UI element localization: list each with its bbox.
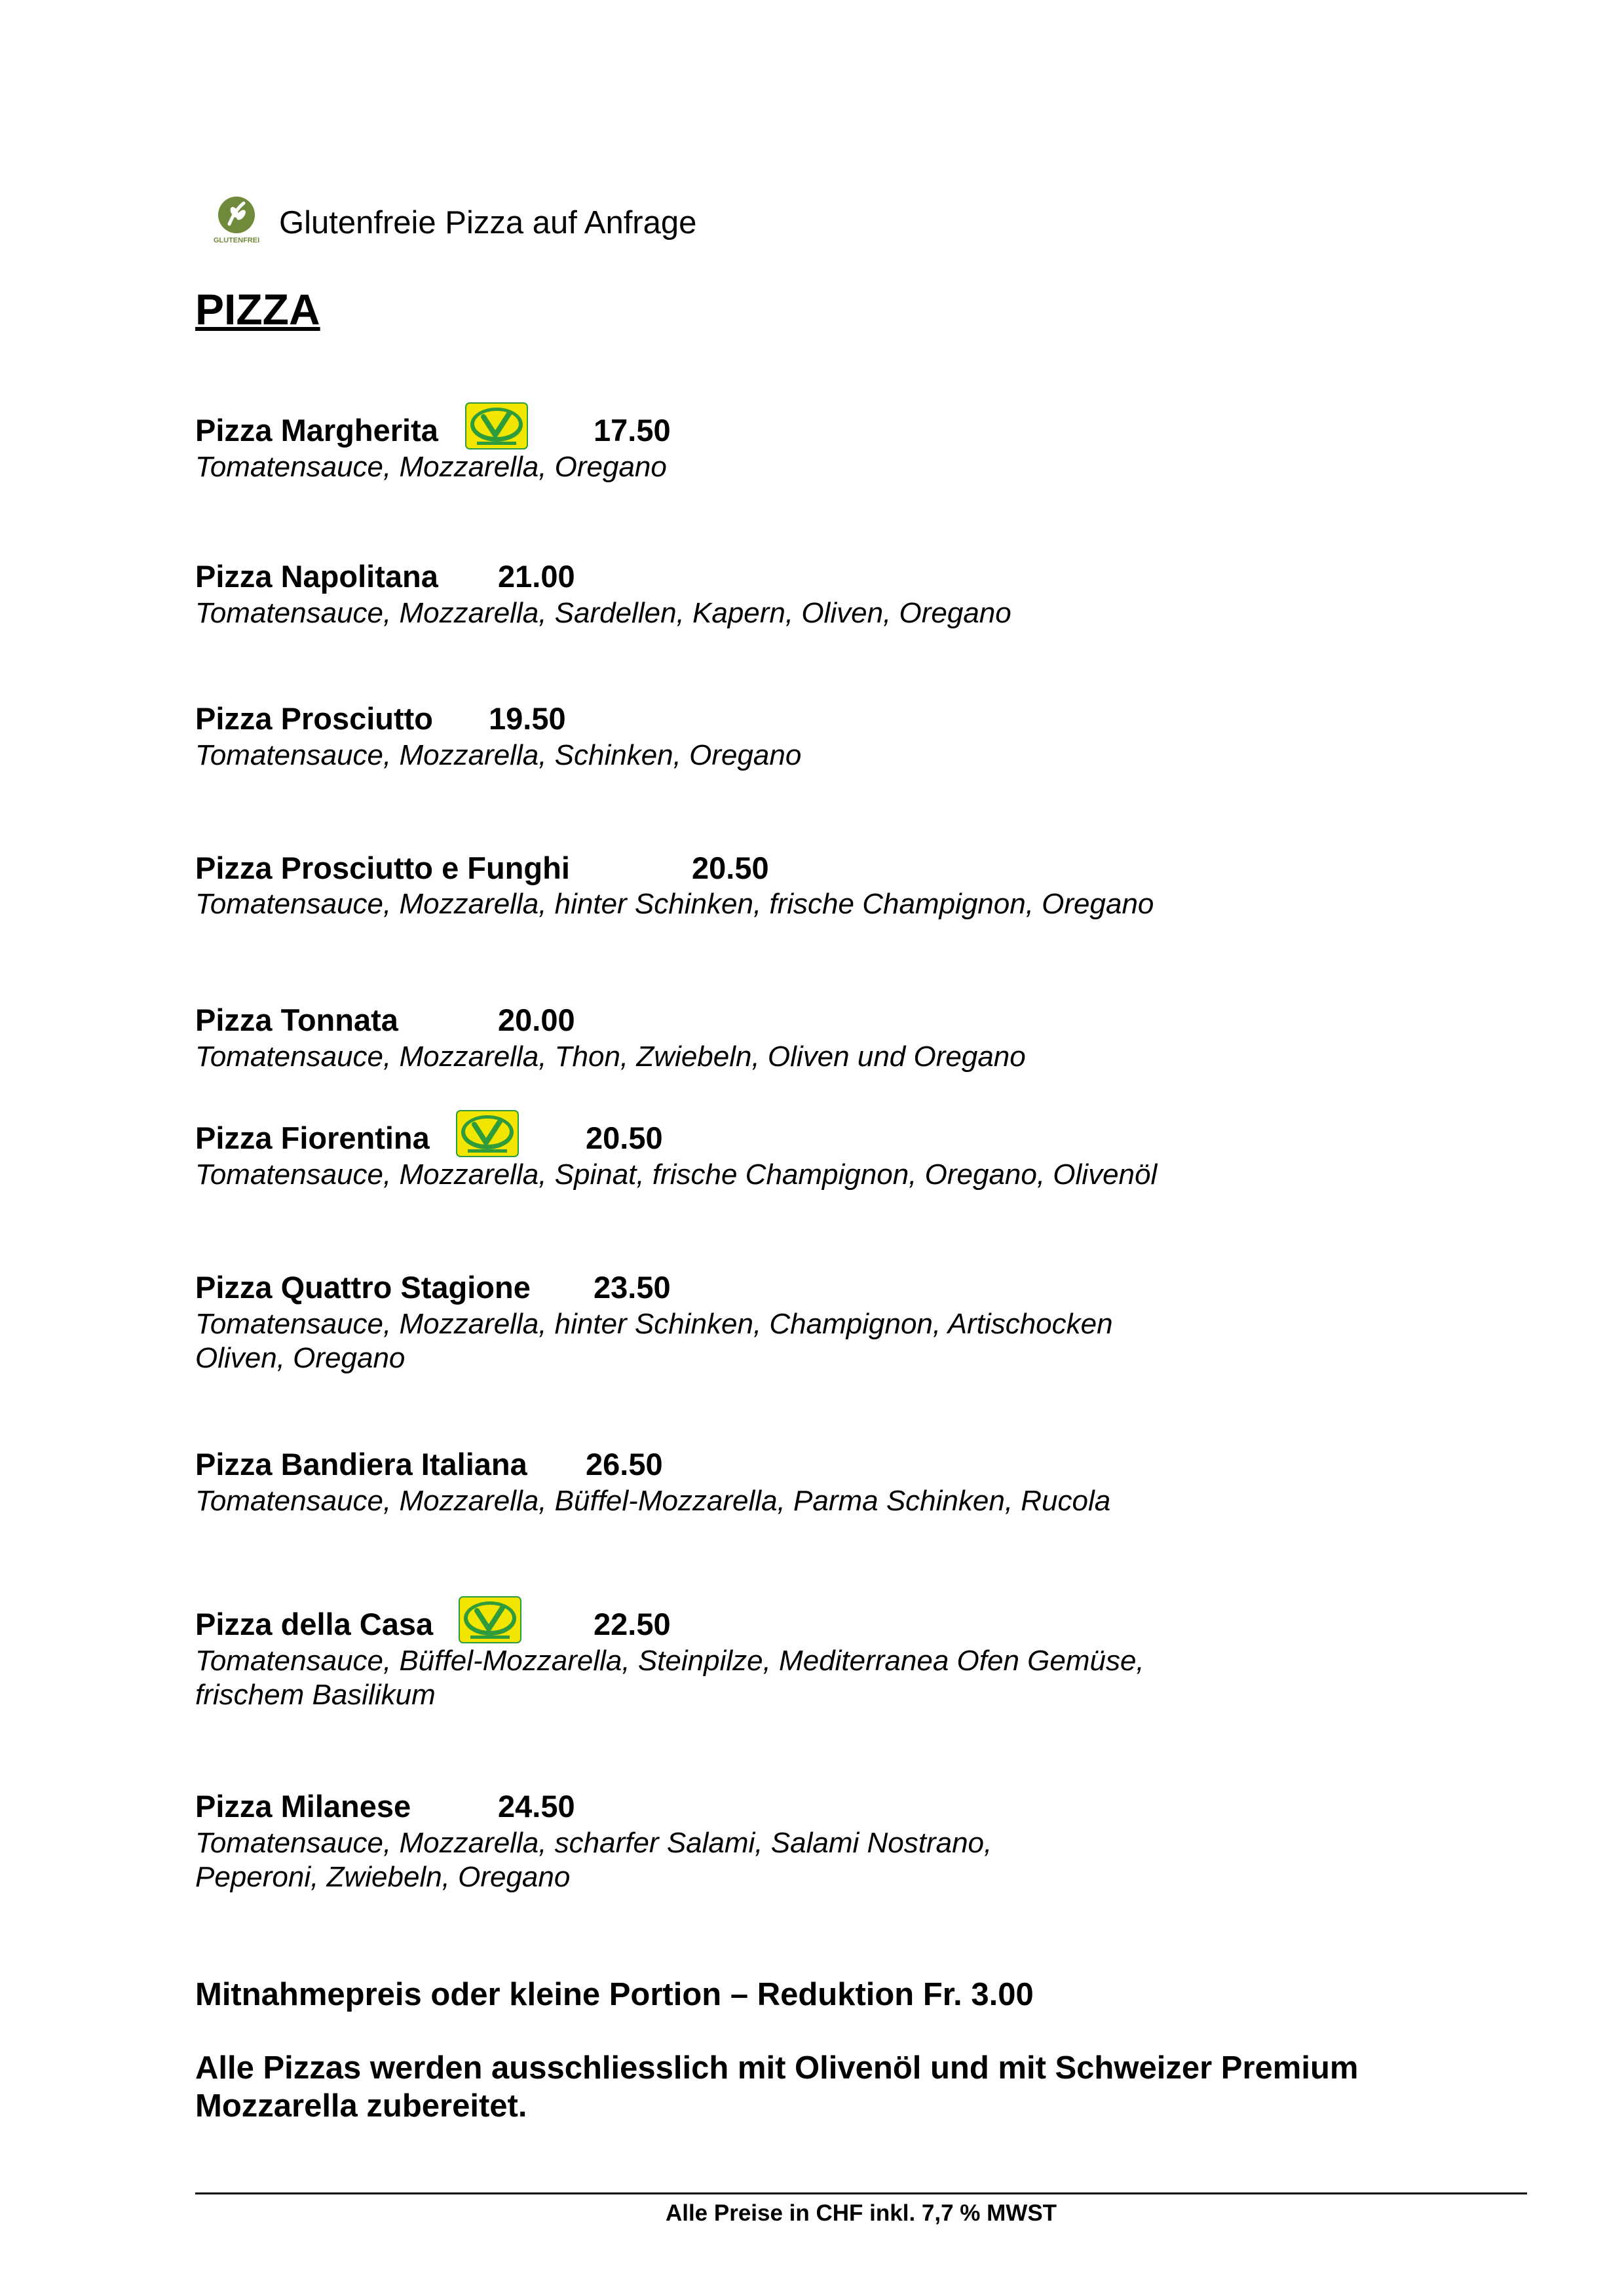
olive-oil-note-line2: Mozzarella zubereitet. bbox=[195, 2088, 527, 2124]
item-description-cont: Oliven, Oregano bbox=[195, 1342, 406, 1374]
item-description: Tomatensauce, Mozzarella, Thon, Zwiebeln, Oliven und Oregano bbox=[195, 1041, 1026, 1073]
item-name: Pizza Bandiera Italiana bbox=[195, 1447, 527, 1482]
item-price: 23.50 bbox=[594, 1270, 671, 1305]
item-name: Pizza Prosciutto bbox=[195, 701, 434, 736]
item-name: Pizza Margherita bbox=[195, 413, 438, 448]
footer-divider bbox=[195, 2192, 1527, 2194]
vegetarian-icon bbox=[456, 1110, 519, 1157]
item-description: Tomatensauce, Mozzarella, hinter Schinken, Champignon, Artischocken bbox=[195, 1308, 1113, 1340]
item-description: Tomatensauce, Mozzarella, scharfer Salami, Salami Nostrano, bbox=[195, 1827, 992, 1859]
item-price: 21.00 bbox=[498, 559, 575, 594]
item-name: Pizza della Casa bbox=[195, 1607, 434, 1641]
item-price: 19.50 bbox=[489, 701, 566, 736]
item-price: 20.00 bbox=[498, 1003, 575, 1037]
item-name: Pizza Milanese bbox=[195, 1789, 411, 1824]
vegetarian-icon bbox=[465, 402, 528, 450]
item-name: Pizza Fiorentina bbox=[195, 1120, 430, 1155]
gluten-badge-text: GLUTENFREI bbox=[213, 237, 260, 244]
vegetarian-icon bbox=[459, 1596, 521, 1643]
item-description-cont: frischem Basilikum bbox=[195, 1679, 436, 1711]
footer-vat-note: Alle Preise in CHF inkl. 7,7 % MWST bbox=[665, 2200, 1057, 2226]
item-name: Pizza Quattro Stagione bbox=[195, 1270, 531, 1305]
item-name: Pizza Prosciutto e Funghi bbox=[195, 851, 570, 885]
item-price: 20.50 bbox=[586, 1120, 663, 1155]
item-description-cont: Peperoni, Zwiebeln, Oregano bbox=[195, 1861, 571, 1893]
olive-oil-note-line1: Alle Pizzas werden ausschliesslich mit Olivenöl und mit Schweizer Premium bbox=[195, 2050, 1359, 2086]
item-description: Tomatensauce, Mozzarella, Schinken, Oregano bbox=[195, 739, 802, 771]
item-description: Tomatensauce, Mozzarella, Sardellen, Kapern, Oliven, Oregano bbox=[195, 597, 1011, 629]
item-price: 20.50 bbox=[692, 851, 769, 885]
gluten-free-icon bbox=[204, 193, 269, 245]
item-description: Tomatensauce, Mozzarella, Oregano bbox=[195, 451, 667, 483]
item-price: 22.50 bbox=[594, 1607, 671, 1641]
item-name: Pizza Tonnata bbox=[195, 1003, 398, 1037]
item-price: 26.50 bbox=[586, 1447, 663, 1482]
item-description: Tomatensauce, Mozzarella, hinter Schinken, frische Champignon, Oregano bbox=[195, 888, 1154, 920]
item-description: Tomatensauce, Mozzarella, Spinat, frische Champignon, Oregano, Olivenöl bbox=[195, 1158, 1158, 1191]
item-description: Tomatensauce, Büffel-Mozzarella, Steinpilze, Mediterranea Ofen Gemüse, bbox=[195, 1645, 1144, 1677]
item-price: 17.50 bbox=[594, 413, 671, 448]
item-name: Pizza Napolitana bbox=[195, 559, 438, 594]
item-price: 24.50 bbox=[498, 1789, 575, 1824]
item-description: Tomatensauce, Mozzarella, Büffel-Mozzarella, Parma Schinken, Rucola bbox=[195, 1485, 1111, 1517]
gluten-free-note: Glutenfreie Pizza auf Anfrage bbox=[279, 205, 697, 240]
takeaway-note: Mitnahmepreis oder kleine Portion – Reduktion Fr. 3.00 bbox=[195, 1977, 1034, 2012]
section-title: PIZZA bbox=[195, 285, 320, 334]
